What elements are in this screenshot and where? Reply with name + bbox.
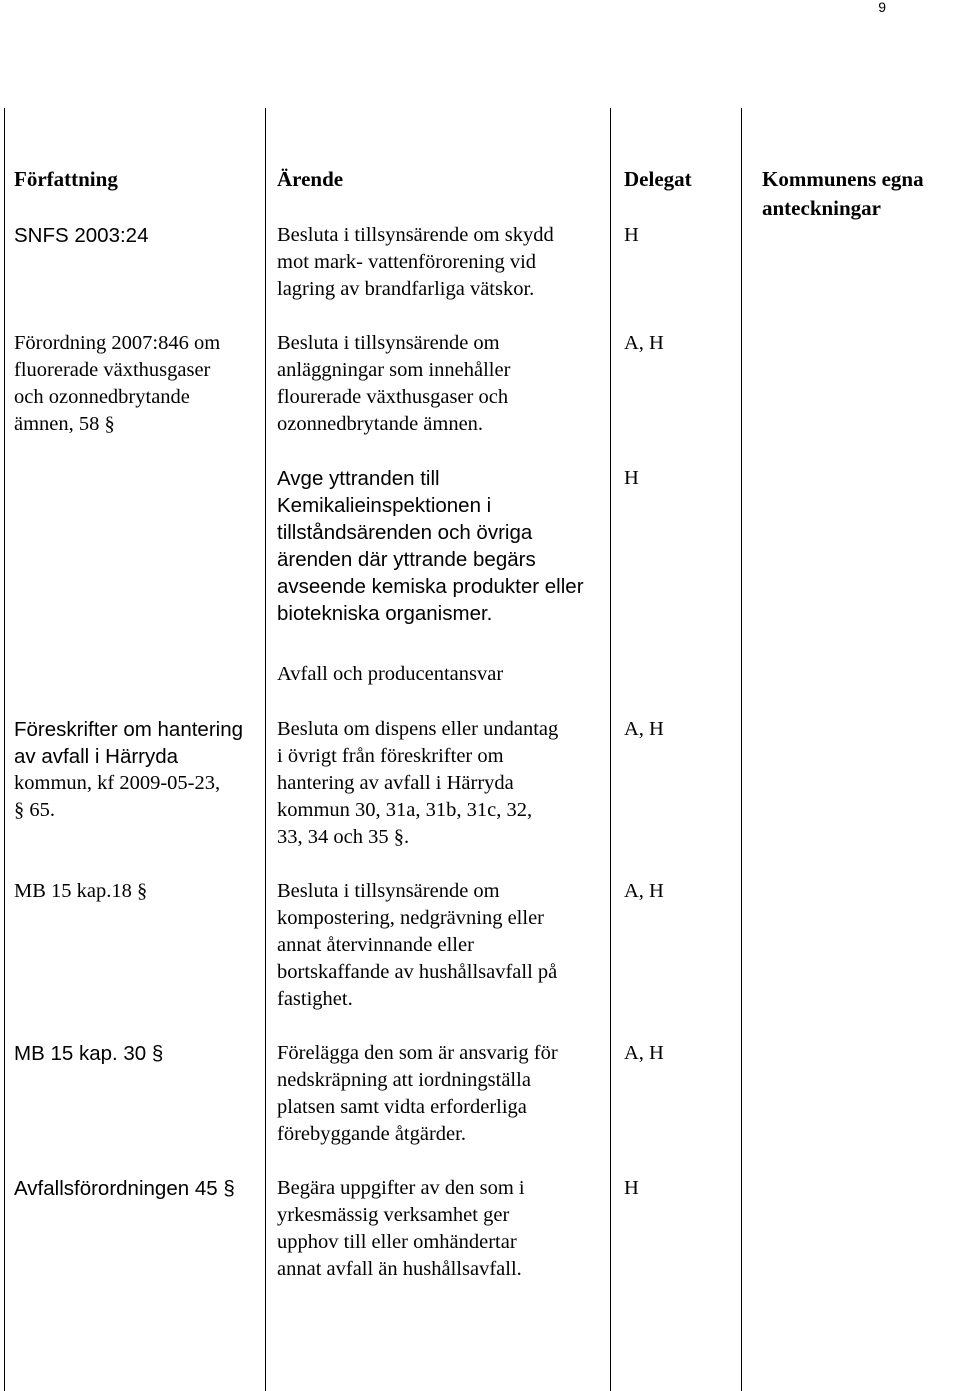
matter-line: annat avfall än hushållsavfall. <box>277 1258 522 1280</box>
matter-text: . <box>403 826 410 848</box>
matter-line: avseende kemiska produkter eller <box>277 575 584 598</box>
matter-line <box>277 824 409 851</box>
law-line: av avfall i Härryda <box>14 745 179 768</box>
law-cell: SNFS 2003:24 <box>14 224 149 247</box>
delegate-cell: H <box>624 1177 639 1199</box>
matter-line: Avge yttranden till <box>277 467 440 490</box>
law-text: Avfallsförordningen 45 <box>14 1177 218 1200</box>
matter-line: kommun 30, 31a, 31b, 31c, 32, <box>277 799 533 821</box>
section-sign: § <box>223 1177 235 1200</box>
section-sign: § <box>104 413 115 435</box>
matter-line: Kemikalieinspektionen i <box>277 494 492 517</box>
law-text: MB 15 kap. 30 <box>14 1042 147 1065</box>
law-line: och ozonnedbrytande <box>14 386 190 408</box>
section-sign: § <box>393 826 404 848</box>
matter-line: mot mark- vattenförorening vid <box>277 251 537 273</box>
section-heading: Avfall och producentansvar <box>277 663 504 685</box>
matter-line: nedskräpning att iordningställa <box>277 1069 531 1091</box>
section-sign: § <box>14 799 25 821</box>
matter-line: fastighet. <box>277 988 353 1010</box>
law-line <box>14 1040 163 1067</box>
header-anteckningar: anteckningar <box>762 196 882 220</box>
matter-line: bortskaffande av hushållsavfall på <box>277 961 558 983</box>
section-sign: § <box>151 1042 164 1065</box>
matter-line: Besluta i tillsynsärende om skydd <box>277 224 554 246</box>
matter-line: ozonnedbrytande ämnen. <box>277 413 484 435</box>
section-sign: § <box>137 880 148 902</box>
matter-text: 33, 34 och 35 <box>277 826 389 848</box>
matter-line: ärenden där yttrande begärs <box>277 548 536 571</box>
law-line <box>14 1175 235 1202</box>
law-text: ämnen, 58 <box>14 413 100 435</box>
table-border-left <box>4 108 5 1391</box>
matter-line: lagring av brandfarliga vätskor. <box>277 278 535 300</box>
matter-line: platsen samt vidta erforderliga <box>277 1096 527 1118</box>
delegate-cell: A, H <box>624 1042 664 1064</box>
law-line: fluorerade växthusgaser <box>14 359 211 381</box>
delegate-cell: A, H <box>624 718 664 740</box>
matter-line: upphov till eller omhändertar <box>277 1231 517 1253</box>
page-number: 9 <box>878 0 886 15</box>
law-text: 65. <box>29 799 55 821</box>
matter-line: Besluta om dispens eller undantag <box>277 718 559 740</box>
law-text: MB 15 kap.18 <box>14 880 132 902</box>
law-line: Förordning 2007:846 om <box>14 332 221 354</box>
delegate-cell: A, H <box>624 332 664 354</box>
delegate-cell: A, H <box>624 880 664 902</box>
law-line: kommun, kf 2009-05-23, <box>14 772 221 794</box>
matter-line: tillståndsärenden och övriga <box>277 521 533 544</box>
header-arende: Ärende <box>277 167 344 191</box>
matter-line: yrkesmässig verksamhet ger <box>277 1204 510 1226</box>
matter-line: annat återvinnande eller <box>277 934 474 956</box>
matter-line: Förelägga den som är ansvarig för <box>277 1042 558 1064</box>
matter-line: Besluta i tillsynsärende om <box>277 332 500 354</box>
law-line <box>14 411 115 438</box>
matter-line: Begära uppgifter av den som i <box>277 1177 525 1199</box>
matter-line: i övrigt från föreskrifter om <box>277 745 504 767</box>
matter-line: förebyggande åtgärder. <box>277 1123 466 1145</box>
matter-line: anläggningar som innehåller <box>277 359 511 381</box>
law-line <box>14 878 147 905</box>
matter-line: Besluta i tillsynsärende om <box>277 880 500 902</box>
law-line: Föreskrifter om hantering <box>14 718 244 741</box>
matter-line: biotekniska organismer. <box>277 602 493 625</box>
header-kommunens-egna: Kommunens egna <box>762 167 924 191</box>
law-line <box>14 797 55 824</box>
table-divider-1 <box>265 108 266 1391</box>
matter-line: kompostering, nedgrävning eller <box>277 907 545 929</box>
header-forfattning: Författning <box>14 167 118 191</box>
table-divider-2 <box>610 108 611 1391</box>
delegate-cell: H <box>624 467 639 489</box>
matter-line: hantering av avfall i Härryda <box>277 772 514 794</box>
delegate-cell: H <box>624 224 639 246</box>
table-divider-3 <box>741 108 742 1391</box>
matter-line: flourerade växthusgaser och <box>277 386 509 408</box>
header-delegat: Delegat <box>624 167 692 191</box>
